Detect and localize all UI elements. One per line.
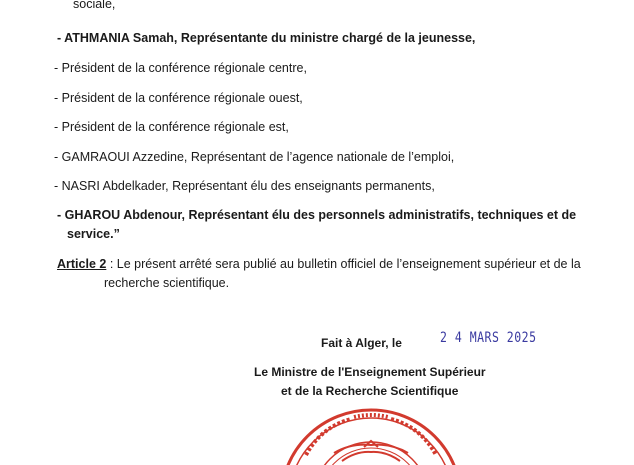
article-2-continuation: recherche scientifique. — [104, 276, 230, 290]
date-stamp: 2 4 MARS 2025 — [440, 328, 537, 346]
article-2-paragraph — [57, 256, 581, 272]
place-and-date-label: Fait à Alger, le — [321, 336, 402, 350]
signatory-title-line1: Le Ministre de l'Enseignement Supérieur — [254, 365, 486, 379]
member-gharou: - GHAROU Abdenour, Représentant élu des personnels administratifs, techniques et de — [57, 208, 577, 222]
member-gamraoui: - GAMRAOUI Azzedine, Représentant de l’agence nationale de l’emploi, — [54, 150, 455, 164]
article-2-label: Article 2 — [57, 257, 107, 271]
member-nasri: - NASRI Abdelkader, Représentant élu des enseignants permanents, — [54, 179, 435, 193]
signatory-title-line2: et de la Recherche Scientifique — [281, 384, 459, 398]
ministry-seal-icon — [276, 405, 466, 465]
member-president-centre: - Président de la conférence régionale centre, — [54, 61, 307, 75]
member-athmania: - ATHMANIA Samah, Représentante du ministre chargé de la jeunesse, — [57, 31, 476, 45]
member-president-ouest: - Président de la conférence régionale ouest, — [54, 91, 303, 105]
article-2-text: : Le présent arrêté sera publié au bulletin officiel de l’enseignement supérieur et de la — [106, 257, 581, 271]
member-gharou-continuation: service.” — [67, 227, 120, 241]
member-president-est: - Président de la conférence régionale est, — [54, 120, 289, 134]
preceding-text-fragment: sociale, — [73, 0, 116, 11]
